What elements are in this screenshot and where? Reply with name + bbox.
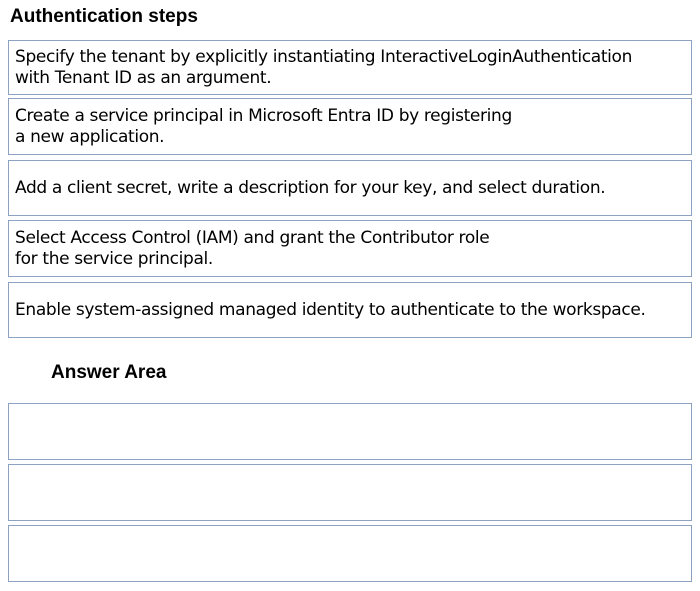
step-option-add-client-secret[interactable] <box>8 160 692 216</box>
step-option-label: Enable system-assigned managed identity to authenticate to the workspace. <box>15 299 646 320</box>
step-option-label: Specify the tenant by explicitly instantiating InteractiveLoginAuthentication with Tenant ID as an argument. <box>15 46 633 88</box>
step-option-enable-managed-identity[interactable] <box>8 282 692 338</box>
step-option-create-service-principal[interactable] <box>8 98 692 155</box>
answer-area-heading: Answer Area <box>51 362 167 383</box>
step-option-label: Select Access Control (IAM) and grant the Contributor role for the service principal. <box>15 227 490 269</box>
step-option-label: Create a service principal in Microsoft Entra ID by registering a new application. <box>15 105 512 147</box>
step-option-label: Add a client secret, write a description for your key, and select duration. <box>15 177 606 198</box>
answer-slot-1[interactable] <box>8 403 692 460</box>
answer-slot-3[interactable] <box>8 525 692 582</box>
authentication-steps-heading: Authentication steps <box>10 6 198 27</box>
step-option-specify-tenant[interactable] <box>8 40 692 95</box>
step-option-grant-contributor-role[interactable] <box>8 220 692 277</box>
answer-slot-2[interactable] <box>8 464 692 521</box>
